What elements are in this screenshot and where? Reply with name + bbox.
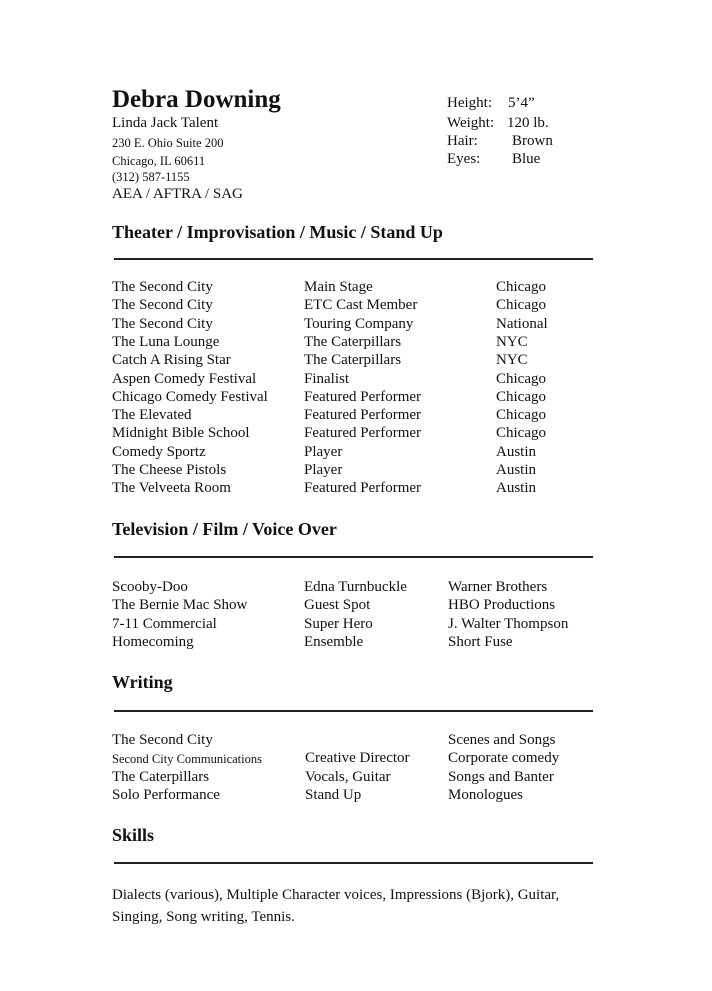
- credit-venue: Aspen Comedy Festival: [112, 370, 257, 387]
- theater-divider: [114, 258, 593, 260]
- writing-heading: Writing: [112, 672, 173, 692]
- credit-location: HBO Productions: [448, 597, 556, 614]
- credit-venue: The Second City: [112, 297, 213, 314]
- union-affiliations: AEA / AFTRA / SAG: [112, 186, 243, 202]
- credit-location: National: [496, 315, 548, 332]
- credit-location: Austin: [496, 443, 537, 460]
- writing-credit-row: [0, 732, 712, 750]
- credit-location: Songs and Banter: [448, 768, 554, 785]
- theater-credit-row: [0, 297, 712, 315]
- credit-venue: Scooby-Doo: [112, 579, 188, 595]
- credit-venue: Chicago Comedy Festival: [112, 388, 268, 405]
- tv-credit-row: [0, 634, 712, 652]
- weight-value: 120 lb.: [507, 115, 549, 131]
- theater-credit-row: [0, 407, 712, 425]
- agency-phone: (312) 587-1155: [112, 170, 190, 184]
- eyes-value: Blue: [512, 151, 541, 167]
- credit-role: Touring Company: [304, 315, 414, 332]
- credit-location: Scenes and Songs: [448, 732, 556, 748]
- credit-role: Finalist: [304, 370, 350, 387]
- credit-role: Player: [304, 462, 343, 478]
- credit-venue: Homecoming: [112, 633, 194, 650]
- credit-venue: The Second City: [112, 279, 213, 295]
- writing-credit-row: [0, 769, 712, 787]
- credit-location: Austin: [496, 462, 537, 478]
- credit-location: NYC: [496, 352, 528, 369]
- credit-location: Chicago: [496, 297, 546, 314]
- eyes-label: Eyes:: [447, 151, 481, 167]
- agency-city: Chicago, IL 60611: [112, 154, 206, 168]
- credit-role: Vocals, Guitar: [305, 768, 391, 785]
- credit-role: Super Hero: [304, 615, 373, 632]
- credit-location: Monologues: [448, 786, 523, 803]
- theater-credit-row: [0, 316, 712, 334]
- credit-location: Warner Brothers: [448, 579, 548, 595]
- credit-role: Edna Turnbuckle: [304, 579, 407, 595]
- credit-location: Austin: [496, 480, 537, 497]
- credit-role: Featured Performer: [304, 388, 422, 405]
- credit-venue: Catch A Rising Star: [112, 352, 231, 369]
- credit-venue: Solo Performance: [112, 786, 220, 803]
- theater-credit-row: [0, 444, 712, 462]
- theater-credit-row: [0, 334, 712, 352]
- credit-location: Short Fuse: [448, 633, 513, 650]
- writing-credit-row: [0, 750, 712, 768]
- credit-role: Featured Performer: [304, 407, 422, 424]
- skills-divider: [114, 862, 593, 864]
- credit-venue: The Elevated: [112, 407, 192, 424]
- hair-value: Brown: [512, 133, 553, 149]
- credit-location: Chicago: [496, 279, 546, 295]
- credit-venue: The Bernie Mac Show: [112, 597, 248, 614]
- theater-credit-row: [0, 352, 712, 370]
- credit-role: Ensemble: [304, 633, 364, 650]
- height-value: 5’4”: [508, 95, 535, 111]
- credit-venue: The Velveeta Room: [112, 480, 231, 497]
- credit-role: Creative Director: [305, 750, 410, 767]
- credit-venue: The Luna Lounge: [112, 333, 220, 350]
- credit-venue: The Second City: [112, 315, 213, 332]
- credit-venue: The Caterpillars: [112, 768, 210, 785]
- performer-name: Debra Downing: [112, 86, 281, 113]
- credit-role: The Caterpillars: [304, 333, 402, 350]
- credit-role: Player: [304, 443, 343, 460]
- credit-role: Featured Performer: [304, 480, 422, 497]
- credit-role: Guest Spot: [304, 597, 371, 614]
- theater-credit-row: [0, 480, 712, 498]
- credit-venue: 7-11 Commercial: [112, 615, 217, 632]
- credit-location: J. Walter Thompson: [448, 615, 569, 632]
- credit-location: Chicago: [496, 370, 546, 387]
- credit-role: Stand Up: [305, 786, 362, 803]
- theater-credit-row: [0, 462, 712, 480]
- theater-credit-row: [0, 371, 712, 389]
- credit-location: Chicago: [496, 388, 546, 405]
- credit-venue: The Cheese Pistols: [112, 462, 227, 478]
- theater-credit-row: [0, 279, 712, 297]
- theater-credit-row: [0, 425, 712, 443]
- weight-label: Weight:: [447, 115, 495, 131]
- credit-role: ETC Cast Member: [304, 297, 418, 314]
- skills-heading: Skills: [112, 825, 155, 845]
- credit-venue: Second City Communications: [112, 752, 262, 767]
- writing-credit-row: [0, 787, 712, 805]
- tv-heading: Television / Film / Voice Over: [112, 519, 337, 539]
- writing-divider: [114, 710, 593, 712]
- credit-location: NYC: [496, 333, 528, 350]
- tv-credit-row: [0, 616, 712, 634]
- theater-credit-row: [0, 389, 712, 407]
- tv-divider: [114, 556, 593, 558]
- agency-name: Linda Jack Talent: [112, 115, 219, 131]
- credit-venue: The Second City: [112, 732, 213, 748]
- skills-text: Dialects (various), Multiple Character voices, Impressions (Bjork), Guitar, Singing, Song writing, Tennis.: [112, 887, 560, 925]
- tv-credit-row: [0, 597, 712, 615]
- credit-role: Main Stage: [304, 279, 373, 295]
- hair-label: Hair:: [447, 133, 478, 149]
- credit-role: Featured Performer: [304, 425, 422, 442]
- credit-location: Chicago: [496, 407, 546, 424]
- credit-venue: Midnight Bible School: [112, 425, 250, 442]
- credit-role: The Caterpillars: [304, 352, 402, 369]
- height-label: Height:: [447, 95, 492, 111]
- tv-credit-row: [0, 579, 712, 597]
- agency-address: 230 E. Ohio Suite 200: [112, 136, 224, 150]
- credit-venue: Comedy Sportz: [112, 443, 206, 460]
- credit-location: Chicago: [496, 425, 546, 442]
- credit-location: Corporate comedy: [448, 750, 560, 767]
- theater-heading: Theater / Improvisation / Music / Stand Up: [112, 222, 443, 242]
